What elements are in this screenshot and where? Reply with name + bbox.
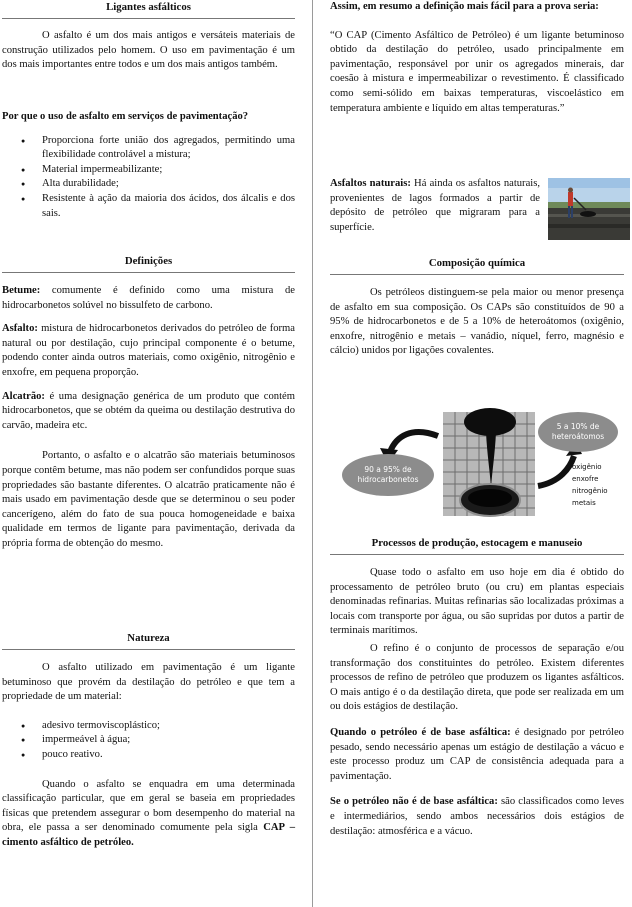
heading-rule [330, 554, 624, 555]
quando-paragraph: Quando o asfalto se enquadra em uma determinada classificação particular, que em geral se baseia em propriedades físicas que pretendem assegurar o bom desempenho do material na obra, ele passa a ser denominado comumente pela sigla CAP – cimento asfáltico de petróleo. [2, 778, 295, 848]
column-divider [312, 0, 313, 907]
ligantes-heading: Ligantes asfálticos [106, 1, 191, 13]
betume-term: Betume: [2, 284, 41, 296]
section-composicao [330, 256, 624, 359]
left-bubble-line2: hidrocarbonetos [357, 475, 419, 484]
resumo-heading: Assim, em resumo a definição mais fácil para a prova seria: [330, 1, 599, 12]
porque-question: Por que o uso de asfalto em serviços de pavimentação? [2, 111, 249, 122]
heading-rule [2, 18, 295, 19]
natureza-heading: Natureza [127, 632, 170, 644]
section-porque [2, 110, 295, 221]
list-item: ● impermeável à água; [2, 733, 295, 748]
processos-paragraph-1: Quase todo o asfalto em uso hoje em dia é obtido do processamento de petróleo bruto (ou cru) em plantas especiais denominadas refinarias. Muitas refinarias são localizadas próximas a locais com transporte por água, ou são supridas por dutos a partir de terminais marítimos. [330, 566, 624, 637]
element-enxofre: enxofre [572, 475, 599, 483]
section-definicoes [2, 254, 295, 552]
element-metais: metais [572, 499, 596, 507]
element-nitrogenio: nitrogênio [572, 487, 608, 495]
list-item: ● Material impermeabilizante; [2, 163, 295, 178]
heading-rule [2, 649, 295, 650]
definicoes-heading: Definições [124, 255, 173, 267]
composicao-paragraph: Os petróleos distinguem-se pela maior ou menor presença de asfalto em sua composição. Os CAPs são constituídos de 90 a 95% de hidrocarbonetos e de 5 a 10% de heteroátomos (oxigênio, enxofre, nitrogênio e metais – vanádio, níquel, ferro, magnésio e cálcio) unidos por ligações covalentes. [330, 286, 624, 357]
ligantes-paragraph: O asfalto é um dos mais antigos e versáteis materiais de construção utilizados pelo homem. O uso em pavimentação é um dos mais importantes entre todos e um dos mais antigos também. [2, 29, 295, 71]
list-item: ● Resistente à ação da maioria dos ácidos, dos álcalis e dos sais. [2, 192, 295, 221]
betume-definition: Betume: comumente é definido como uma mistura de hidrocarbonetos solúvel no bissulfeto de carbono. [2, 284, 295, 311]
right-bubble-line2: heteroátomos [551, 432, 605, 441]
processos-heading: Processos de produção, estocagem e manuseio [371, 537, 583, 549]
porque-list [2, 134, 295, 222]
naturais-paragraph: Asfaltos naturais: Há ainda os asfaltos naturais, provenientes de lagos formados a partir de depósito de petróleo que migraram para a superfície. [330, 178, 541, 233]
list-item: ● adesivo termoviscoplástico; [2, 719, 295, 734]
naturais-term: Asfaltos naturais: [330, 178, 411, 189]
nao-base-asfaltica-term: Se o petróleo não é de base asfáltica: [330, 796, 498, 808]
section-natureza [2, 631, 295, 851]
base-asfaltica-paragraph: Quando o petróleo é de base asfáltica: é designado por petróleo pesado, sendo necessário apenas um estágio de destilação a vácuo e este processo produz um CAP de consistência adequada para a pavimentação. [330, 726, 624, 782]
list-item: ● Alta durabilidade; [2, 177, 295, 192]
composition-diagram [340, 404, 625, 522]
natural-asphalt-lake-photo [548, 178, 630, 240]
portanto-paragraph: Portanto, o asfalto e o alcatrão são materiais betuminosos porque contêm betume, mas não podem ser confundidos porque suas propriedades são bastante diferentes. O alcatrão praticamente não é mais usado em pavimentação desde que se determinou o seu poder cancerígeno, além do fato de sua pouca homogeneidade e baixa qualidade em termos de ligante para pavimentação, derivada da própria forma de obtenção do mesmo. [2, 450, 295, 550]
alcatrao-term: Alcatrão: [2, 390, 45, 402]
cap-quote: “O CAP (Cimento Asfáltico de Petróleo) é um ligante betuminoso obtido da destilação do petróleo, usado principalmente em pavimentação, responsável por unir os agregados minerais, dar coesão à mistura e impermeabilizar o revestimento. É classificado como semi-sólido em baixas temperaturas, viscoelástico em temperatura ambiente e líquido em altas temperaturas.” [330, 29, 624, 114]
section-naturais [330, 177, 540, 235]
section-processos [330, 536, 624, 839]
natureza-list [2, 719, 295, 763]
base-asfaltica-term: Quando o petróleo é de base asfáltica: [330, 726, 511, 738]
nao-base-asfaltica-paragraph: Se o petróleo não é de base asfáltica: são classificados como leves e intermediários, sendo ambos necessários dois estágios de destilação: atmosférica e a vácuo. [330, 796, 624, 837]
left-bubble-line1: 90 a 95% de [364, 465, 412, 474]
element-oxigenio: oxigênio [572, 463, 602, 471]
heading-rule [2, 272, 295, 273]
processos-paragraph-2: O refino é o conjunto de processos de separação e/ou transformação dos constituintes do petróleo. Existem diferentes processos de refino de petróleo que produzem os ligantes asfálticos. O mais antigo é o da destilação direta, que pode ser realizada em um ou dois estágios de destilação. [330, 642, 624, 713]
section-ligantes [2, 0, 295, 73]
list-item: ● pouco reativo. [2, 748, 295, 763]
list-item: ● Proporciona forte união dos agregados, permitindo uma flexibilidade controlável a mistura; [2, 134, 295, 163]
cap-definition: CAP – cimento asfáltico de petróleo. [2, 822, 295, 848]
composicao-heading: Composição química [428, 257, 526, 269]
section-resumo [330, 0, 624, 116]
alcatrao-definition: Alcatrão: é uma designação genérica de um produto que contém hidrocarbonetos, que se obtém da queima ou destilação destrutiva do carvão, madeira etc. [2, 390, 295, 431]
asfalto-term: Asfalto: [2, 323, 38, 335]
asfalto-definition: Asfalto: mistura de hidrocarbonetos derivados do petróleo de forma natural ou por destilação, cujo principal componente é o betume, podendo conter ainda outros materiais, como oxigênio, nitrogênio e enxofre, em pequena proporção. [2, 323, 295, 378]
right-bubble-line1: 5 a 10% de [556, 422, 600, 431]
heading-rule [330, 274, 624, 275]
natureza-paragraph: O asfalto utilizado em pavimentação é um ligante betuminoso que provém da destilação do petróleo e que tem a propriedade de um material: [2, 661, 295, 703]
